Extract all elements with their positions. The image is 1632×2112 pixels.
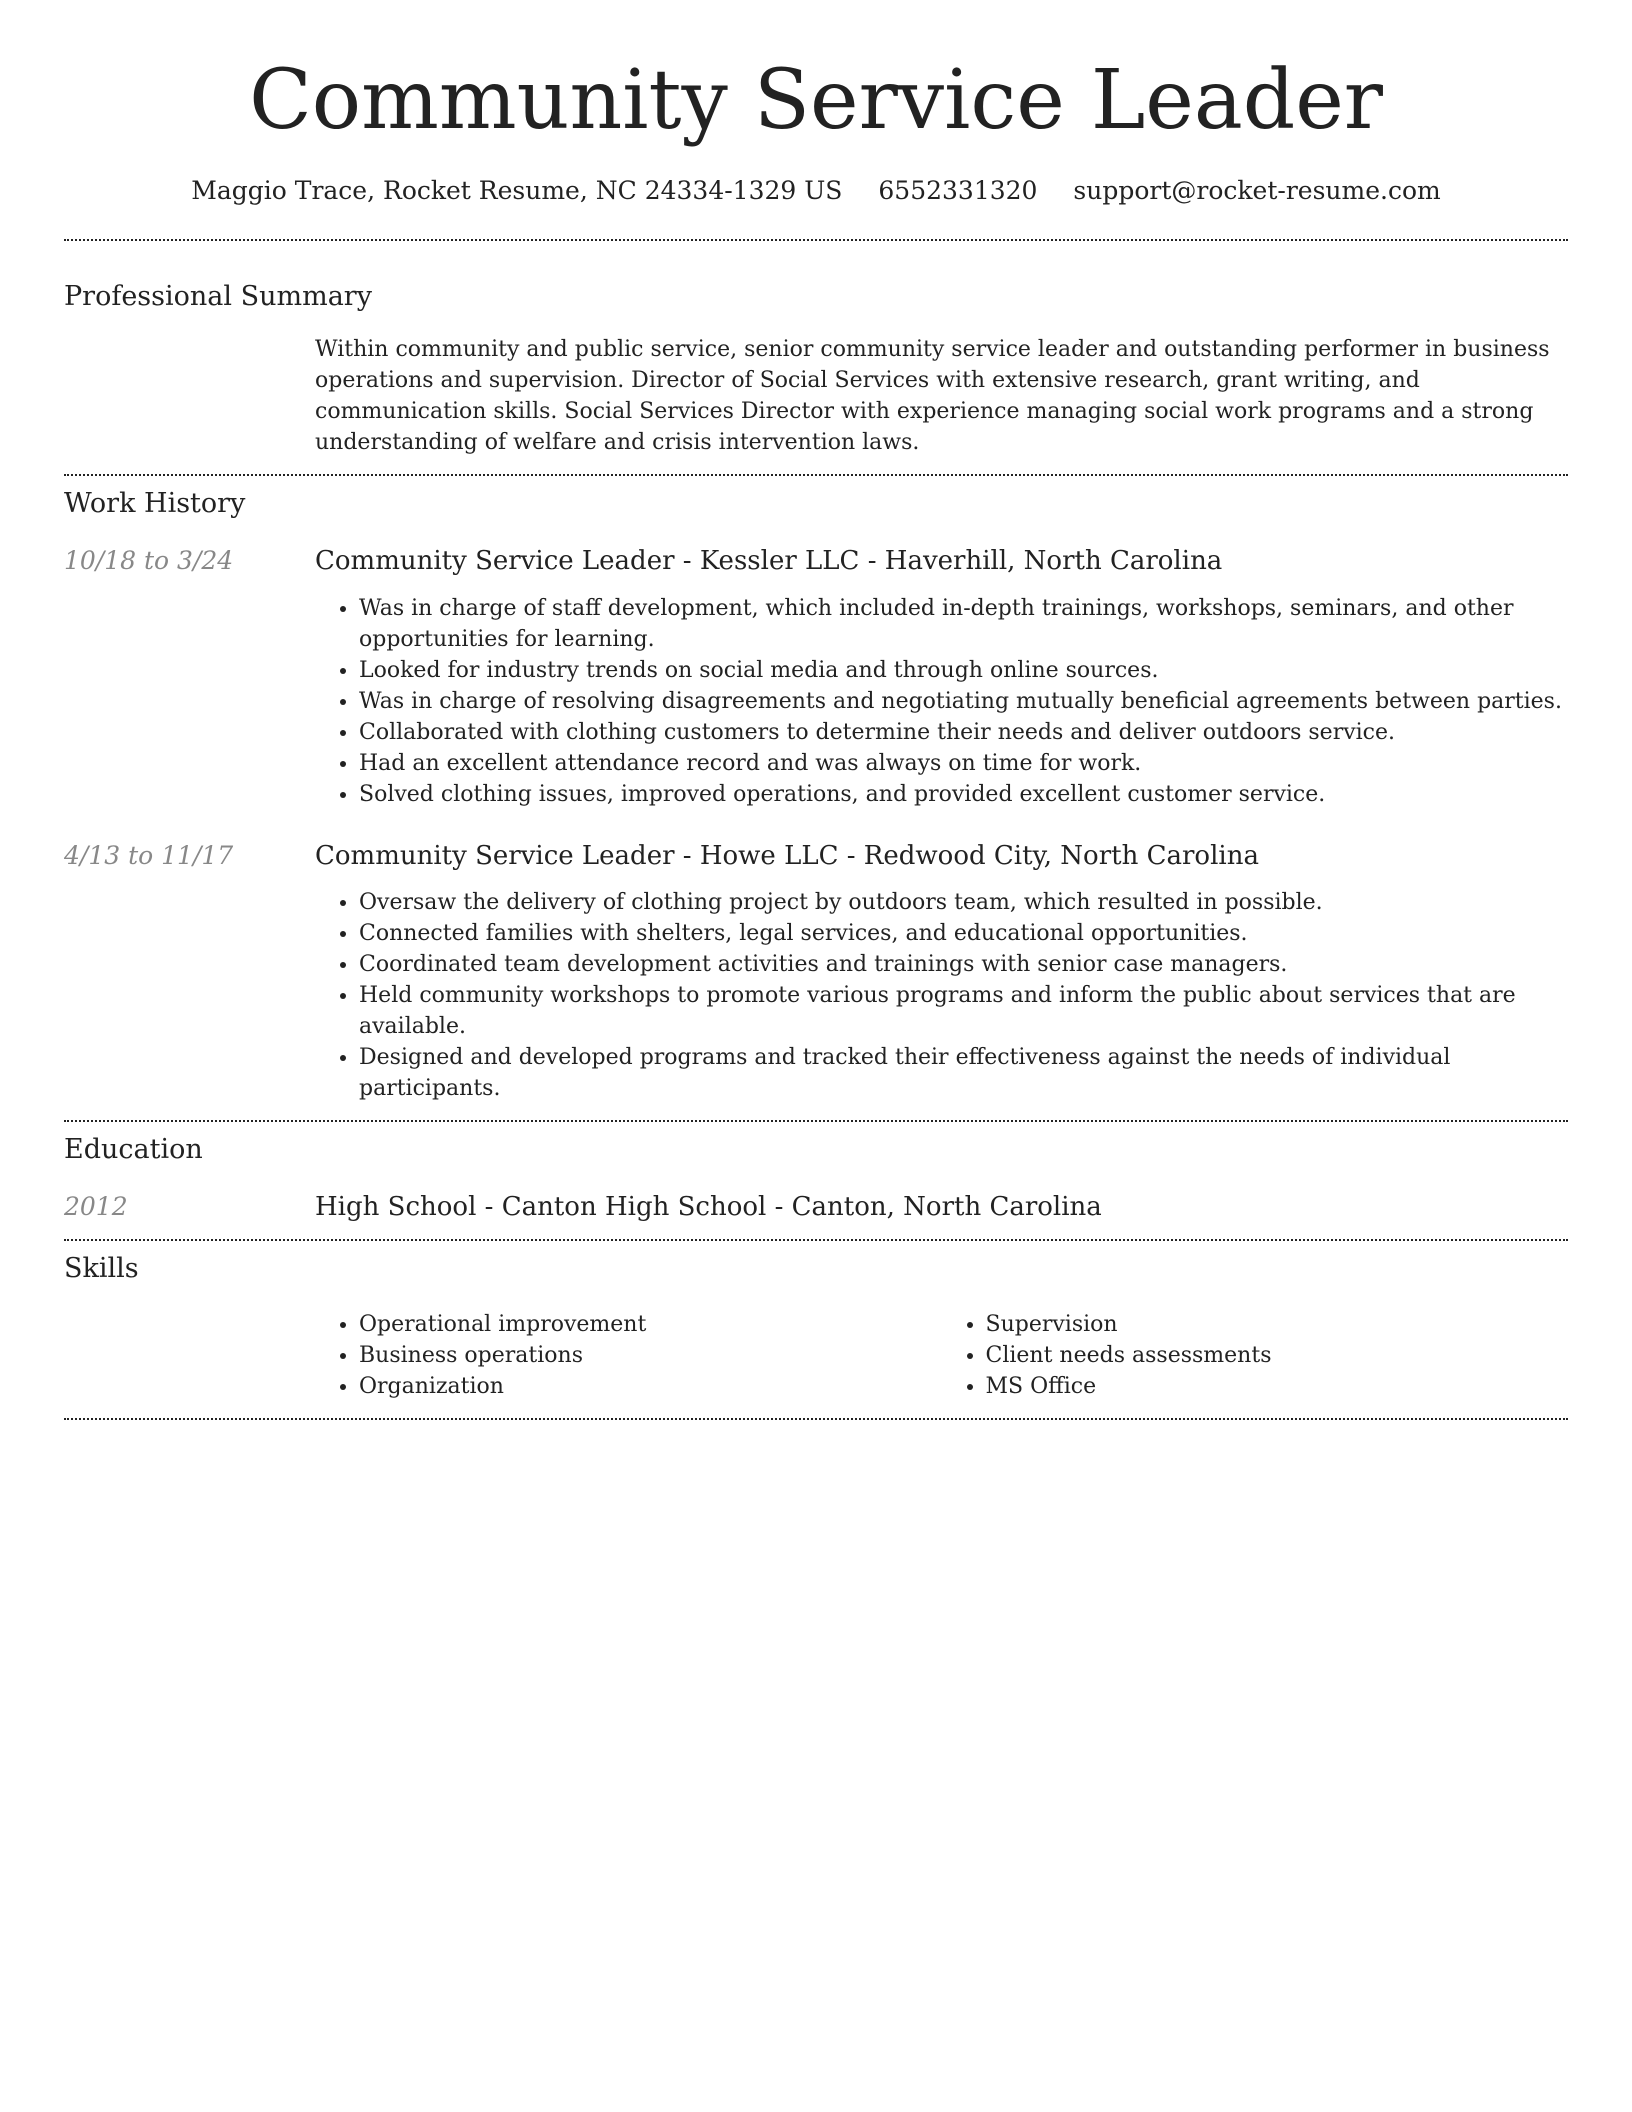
divider — [64, 1418, 1568, 1420]
section-title-work-history: Work History — [64, 488, 246, 520]
job-body — [315, 840, 1568, 1105]
skills-section — [64, 1253, 1568, 1402]
job-bullet: • Had an excellent attendance record and was always on time for work. — [359, 748, 1568, 779]
contact-email: support@rocket-resume.com — [1073, 176, 1441, 205]
education-entry — [64, 1191, 1568, 1225]
contact-line — [64, 176, 1568, 205]
job-bullet: • Looked for industry trends on social media and through online sources. — [359, 655, 1568, 686]
skill-item: • Operational improvement — [359, 1309, 942, 1340]
job-bullet: • Was in charge of staff development, which included in-depth trainings, workshops, seminars, and other opportunities for learning. — [359, 593, 1568, 655]
skills-list-left — [315, 1309, 942, 1402]
divider — [64, 474, 1568, 476]
job-bullet: • Connected families with shelters, legal services, and educational opportunities. — [359, 918, 1568, 949]
section-title-education: Education — [64, 1134, 203, 1166]
section-title-skills: Skills — [64, 1252, 139, 1284]
skill-item: • Business operations — [359, 1340, 942, 1371]
job-dates: 10/18 to 3/24 — [64, 545, 234, 575]
skill-item: • Organization — [359, 1371, 942, 1402]
job-bullets — [315, 887, 1568, 1104]
job-entry — [64, 840, 1568, 1105]
summary-row — [64, 334, 1568, 458]
skill-item: • Client needs assessments — [986, 1340, 1569, 1371]
job-heading: Community Service Leader - Kessler LLC - Haverhill, North Carolina — [315, 545, 1223, 576]
education-body — [315, 1191, 1568, 1225]
summary-section — [64, 281, 1568, 458]
job-heading: Community Service Leader - Howe LLC - Redwood City, North Carolina — [315, 840, 1259, 871]
job-bullets — [315, 593, 1568, 810]
skill-item: • Supervision — [986, 1309, 1569, 1340]
divider — [64, 1239, 1568, 1241]
resume-name: Community Service Leader — [249, 53, 1383, 148]
contact-address: Maggio Trace, Rocket Resume, NC 24334-1329 US — [191, 176, 843, 205]
job-body — [315, 545, 1568, 810]
skill-item: • MS Office — [986, 1371, 1569, 1402]
job-bullet: • Coordinated team development activities and trainings with senior case managers. — [359, 949, 1568, 980]
job-bullet: • Solved clothing issues, improved operations, and provided excellent customer service. — [359, 779, 1568, 810]
education-heading: High School - Canton High School - Canton, North Carolina — [315, 1191, 1102, 1222]
divider — [64, 1120, 1568, 1122]
summary-text: Within community and public service, senior community service leader and outstanding performer in business operations and supervision. Director of Social Services with extensive research, grant writing, and communication skills. Social Services Director with experience managing social work programs and a strong understanding of welfare and crisis intervention laws. — [315, 337, 1550, 456]
skills-grid — [315, 1309, 1568, 1402]
section-title-summary: Professional Summary — [64, 281, 372, 312]
job-bullet: • Held community workshops to promote various programs and inform the public about services that are available. — [359, 980, 1568, 1042]
work-history-section — [64, 488, 1568, 1104]
job-bullet: • Was in charge of resolving disagreements and negotiating mutually beneficial agreements between parties. — [359, 686, 1568, 717]
divider — [64, 239, 1568, 241]
job-entry — [64, 545, 1568, 810]
contact-phone: 6552331320 — [878, 176, 1038, 205]
job-bullet: • Designed and developed programs and tracked their effectiveness against the needs of individual participants. — [359, 1042, 1568, 1104]
job-bullet: • Collaborated with clothing customers to determine their needs and deliver outdoors service. — [359, 717, 1568, 748]
skills-row — [64, 1309, 1568, 1402]
job-bullet: • Oversaw the delivery of clothing project by outdoors team, which resulted in possible. — [359, 887, 1568, 918]
job-dates: 4/13 to 11/17 — [64, 840, 234, 870]
skills-list-right — [942, 1309, 1569, 1402]
education-section — [64, 1134, 1568, 1224]
education-year: 2012 — [64, 1191, 128, 1221]
summary-body — [315, 334, 1568, 458]
